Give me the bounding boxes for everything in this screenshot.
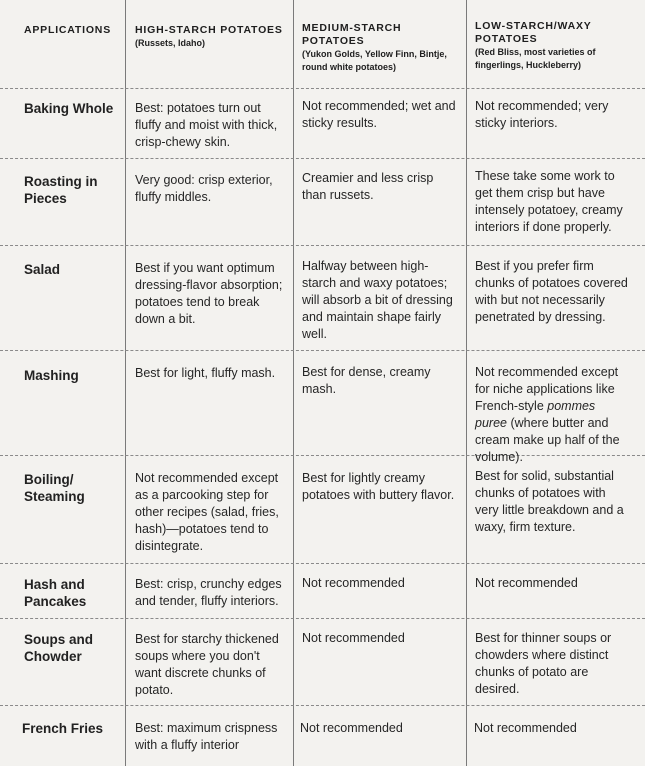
header-applications-label: APPLICATIONS (24, 24, 111, 36)
cell-mashing-medium: Best for dense, creamy mash. (302, 365, 431, 396)
header-low-starch-subtitle: (Red Bliss, most varieties of fingerlings, Huckleberry) (475, 47, 596, 70)
row-label-hash: Hash and Pancakes (24, 577, 87, 609)
cell-salad-high: Best if you want optimum dressing-flavor absorption; potatoes tend to break down a bit. (135, 261, 283, 326)
header-low-starch (475, 20, 635, 72)
cell-hash-low: Not recommended (475, 576, 578, 590)
row-label-salad: Salad (24, 262, 61, 277)
cell-boiling-medium: Best for lightly creamy potatoes with buttery flavor. (302, 471, 455, 502)
header-high-starch-subtitle: (Russets, Idaho) (135, 38, 206, 48)
cell-mashing-low (475, 364, 635, 466)
row-divider (0, 158, 645, 159)
row-label-boiling: Boiling/ Steaming (24, 472, 85, 504)
row-divider (0, 705, 645, 706)
row-divider (0, 245, 645, 246)
row-label-french-fries: French Fries (22, 721, 104, 736)
cell-baking-low: Not recommended; very sticky interiors. (475, 99, 609, 130)
row-label-mashing: Mashing (24, 368, 79, 383)
column-divider (125, 0, 126, 766)
row-divider (0, 350, 645, 351)
row-divider (0, 88, 645, 89)
header-high-starch (135, 24, 295, 50)
row-divider (0, 618, 645, 619)
row-divider (0, 563, 645, 564)
cell-roasting-medium: Creamier and less crisp than russets. (302, 171, 434, 202)
cell-boiling-high: Not recommended except as a parcooking step for other recipes (salad, fries, hash)—potatoes tend to disintegrate. (135, 471, 279, 553)
header-medium-starch-title: MEDIUM-STARCH POTATOES (302, 22, 402, 47)
header-medium-starch-subtitle: (Yukon Golds, Yellow Finn, Bintje, round white potatoes) (302, 49, 447, 72)
cell-roasting-high: Very good: crisp exterior, fluffy middles. (135, 173, 273, 204)
header-medium-starch (302, 22, 462, 74)
cell-salad-medium: Halfway between high-starch and waxy potatoes; will absorb a bit of dressing and maintain shape fairly well. (302, 259, 453, 341)
cell-mashing-low-text-end: (where butter and cream make up half of the volume). (475, 416, 620, 464)
cell-mashing-low-italic: pommes puree (475, 399, 596, 430)
row-label-roasting: Roasting in Pieces (24, 174, 98, 206)
cell-roasting-low: These take some work to get them crisp but have intensely potatoey, creamy interiors if done properly. (475, 169, 623, 234)
cell-hash-high: Best: crisp, crunchy edges and tender, fluffy interiors. (135, 577, 282, 608)
cell-salad-low: Best if you prefer firm chunks of potatoes covered with but not necessarily penetrated by dressing. (475, 259, 628, 324)
cell-soups-low: Best for thinner soups or chowders where distinct chunks of potato are desired. (475, 631, 612, 696)
cell-hash-medium: Not recommended (302, 576, 405, 590)
cell-mashing-high: Best for light, fluffy mash. (135, 366, 276, 380)
cell-soups-high: Best for starchy thickened soups where you don't want discrete chunks of potato. (135, 632, 279, 697)
cell-baking-high: Best: potatoes turn out fluffy and moist with thick, crisp-chewy skin. (135, 101, 278, 149)
cell-fries-high: Best: maximum crispness with a fluffy interior (135, 721, 278, 752)
cell-soups-medium: Not recommended (302, 631, 405, 645)
header-applications (24, 24, 124, 37)
row-label-soups: Soups and Chowder (24, 632, 94, 664)
cell-baking-medium: Not recommended; wet and sticky results. (302, 99, 456, 130)
cell-mashing-low-text: Not recommended except for niche applications like French-style (475, 365, 619, 413)
header-high-starch-title: HIGH-STARCH POTATOES (135, 24, 283, 36)
header-low-starch-title: LOW-STARCH/WAXY POTATOES (475, 20, 592, 45)
cell-fries-low: Not recommended (474, 721, 577, 735)
cell-fries-medium: Not recommended (300, 721, 403, 735)
cell-boiling-low: Best for solid, substantial chunks of potatoes with very little breakdown and a waxy, firm texture. (475, 469, 624, 534)
column-divider (466, 0, 467, 766)
row-label-baking-whole: Baking Whole (24, 101, 114, 116)
